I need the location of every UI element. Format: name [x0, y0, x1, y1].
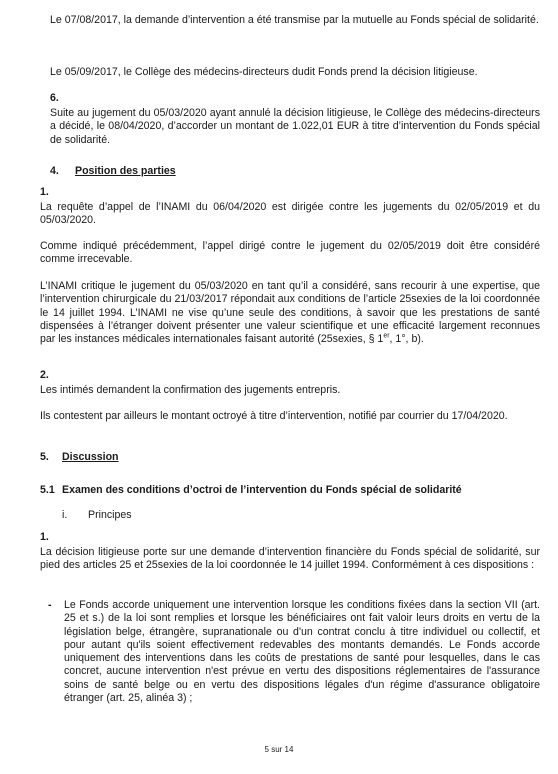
paragraph-transmission: Le 07/08/2017, la demande d’intervention a été transmise par la mutuelle au Fonds spécial de solidarité. [50, 14, 539, 26]
sub-subsection-title: Principes [88, 509, 132, 521]
paragraph-intimes: Les intimés demandent la confirmation des jugements entrepris. [40, 384, 341, 396]
point-number: 2. [40, 369, 49, 381]
paragraph-decision-porte: La décision litigieuse porte sur une demande d’intervention financière du Fonds spécial de solidarité, sur pied des articles 25 et 25sexies de la loi coordonnée le 14 juillet 1994. Conformément à ces dispositions : [40, 546, 540, 572]
paragraph-contestation: Ils contestent par ailleurs le montant octroyé à titre d’intervention, notifié par courrier du 17/04/2020. [40, 410, 508, 422]
section-title: Discussion [62, 451, 119, 463]
paragraph-requete-appel: La requête d’appel de l’INAMI du 06/04/2020 est dirigée contre les jugements du 02/05/2019 et du 05/03/2020. [40, 201, 540, 227]
subsection-number: 5.1 [40, 484, 55, 496]
subsection-title: Examen des conditions d’octroi de l’intervention du Fonds spécial de solidarité [62, 484, 462, 496]
paragraph-suite-jugement: Suite au jugement du 05/03/2020 ayant annulé la décision litigieuse, le Collège des médecins-directeurs a décidé, le 08/04/2020, d’accorder un montant de 1.022,01 EUR à titre d’intervention du Fonds spécial de solidarité. [50, 107, 540, 146]
paragraph-comme-indique: Comme indiqué précédemment, l’appel dirigé contre le jugement du 02/05/2019 doit être considéré comme irrecevable. [40, 240, 540, 266]
paragraph-fonds-accorde: Le Fonds accorde uniquement une intervention lorsque les conditions fixées dans la section VII (art. 25 et s.) de la loi sont remplies et lorsque les bénéficiaires ont fait valoir leurs droits en vertu de la législation belge, étrangère, supranationale ou d'un contrat conclu à titre individuel ou collectif, et pour autant qu'ils soient effectivement redevables des montants demandés. Le Fonds accorde uniquement des interventions dans les coûts de prestations de santé pour lesquelles, dans le cas concret, aucune intervention n'est prévue en vertu des dispositions réglementaires de l'assurance soins de santé belge ou en vertu des dispositions légales d'un régime d'assurance obligatoire étranger (art. 25, alinéa 3) ; [64, 599, 540, 705]
point-number: 6. [50, 92, 59, 104]
page-number: 5 sur 14 [264, 745, 294, 754]
sub-subsection-number: i. [62, 509, 68, 521]
paragraph-critique-inami: L’INAMI critique le jugement du 05/03/2020 en tant qu’il a considéré, sans recourir à une expertise, que l’intervention chirurgicale du 21/03/2017 répondait aux conditions de l’article 25sexies de la loi coordonnée le 14 juillet 1994. L’INAMI ne vise qu’une seule des conditions, à savoir que les prestations de santé dispensées à l’étranger doivent présenter une valeur scientifique et une efficacité largement reconnues par les instances médicales internationales faisant autorité (25sexies, § 1er, 1°, b). [40, 280, 540, 346]
point-number: 1. [40, 186, 49, 198]
point-number: 1. [40, 531, 49, 543]
section-title: Position des parties [75, 165, 176, 177]
paragraph-decision-litigieuse: Le 05/09/2017, le Collège des médecins-directeurs dudit Fonds prend la décision litigieuse. [50, 66, 478, 78]
section-number: 4. [50, 165, 59, 177]
bullet-dash: - [48, 599, 52, 611]
section-number: 5. [40, 451, 49, 463]
